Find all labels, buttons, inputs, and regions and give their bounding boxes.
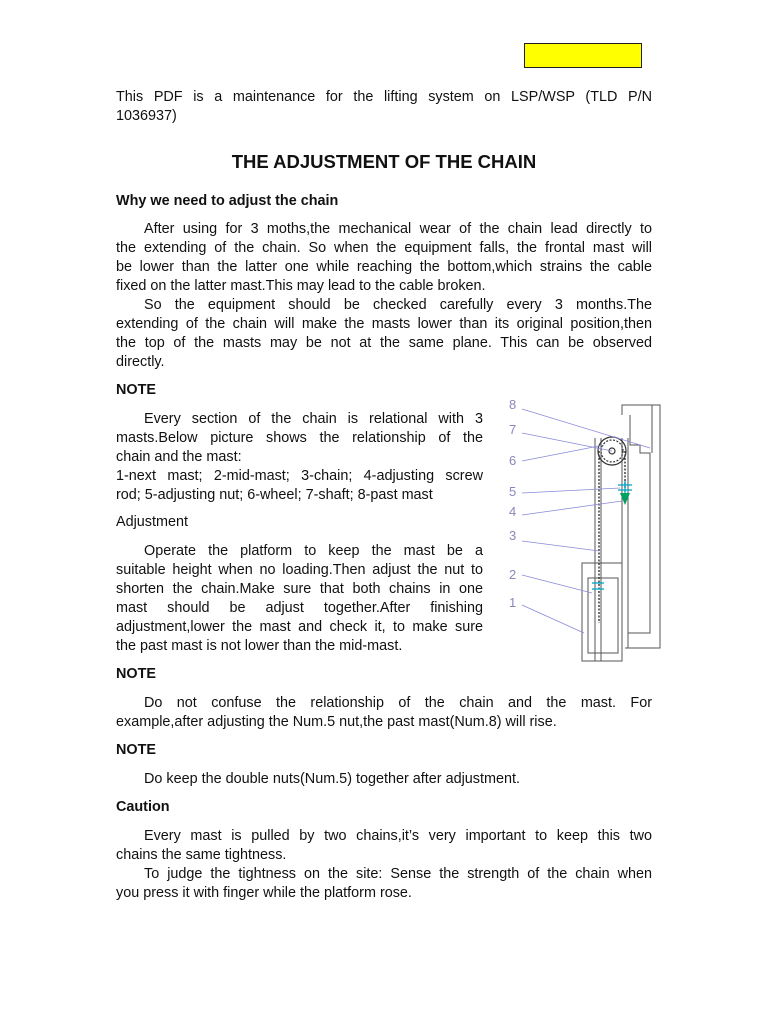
text-line: chains the same tightness. [116, 847, 287, 863]
text-line: So the equipment should be checked carefully every 3 months.The [144, 297, 652, 313]
text-line: Do not confuse the relationship of the chain and the mast. For [144, 695, 652, 711]
adjustment-heading: Adjustment [116, 514, 188, 530]
text-line: the past mast is not lower than the mid-mast. [116, 638, 403, 654]
text-line: Operate the platform to keep the mast be a [144, 543, 483, 559]
note3-paragraph: Do keep the double nuts(Num.5) together after adjustment. [144, 771, 520, 787]
caution-heading: Caution [116, 799, 170, 815]
diagram-label: 8 [509, 397, 517, 412]
text-line: mast should be adjust together.After finishing [116, 600, 483, 616]
text-line: Every mast is pulled by two chains,it’s very important to keep this two [144, 828, 652, 844]
note-heading: NOTE [116, 382, 156, 398]
why-paragraph-1 [116, 220, 652, 296]
text-line: the extending of the chain. So when the equipment falls, the frontal mast will [116, 240, 652, 256]
diagram-label: 5 [509, 484, 517, 499]
text-line: rod; 5-adjusting nut; 6-wheel; 7-shaft; 8-past mast [116, 487, 433, 503]
diagram-label: 3 [509, 528, 517, 543]
text-line: fixed on the latter mast.This may lead to the cable broken. [116, 278, 486, 294]
diagram-label: 7 [509, 422, 517, 437]
diagram-label: 4 [509, 504, 517, 519]
why-paragraph-2 [116, 296, 652, 372]
text-line: extending of the chain will make the masts lower than its original position,then [116, 316, 652, 332]
text-line: masts.Below picture shows the relationship of the [116, 430, 483, 446]
text-line: suitable height when no loading.Then adjust the nut to [116, 562, 483, 578]
caution-paragraph-2 [116, 865, 652, 903]
highlight-box [524, 43, 642, 68]
note-heading: NOTE [116, 742, 156, 758]
text-line: Every section of the chain is relational with 3 [144, 411, 483, 427]
text-line: 1-next mast; 2-mid-mast; 3-chain; 4-adjusting screw [116, 468, 483, 484]
text-line: shorten the chain.Make sure that both chains in one [116, 581, 483, 597]
text-line: chain and the mast: [116, 449, 242, 465]
diagram-label: 1 [509, 595, 517, 610]
page-title: THE ADJUSTMENT OF THE CHAIN [231, 151, 537, 172]
section-heading-why: Why we need to adjust the chain [116, 193, 339, 209]
note2-paragraph [116, 694, 652, 732]
text-line: the top of the masts may be not at the same plane. This can be observed [116, 335, 652, 351]
text-line: After using for 3 moths,the mechanical wear of the chain lead directly to [144, 221, 652, 237]
intro-line: This PDF is a maintenance for the lifting system on LSP/WSP (TLD P/N [116, 89, 652, 105]
diagram-label: 2 [509, 567, 517, 582]
text-line: example,after adjusting the Num.5 nut,the past mast(Num.8) will rise. [116, 714, 557, 730]
note1-paragraph [116, 410, 483, 505]
text-line: directly. [116, 354, 165, 370]
note-heading: NOTE [116, 666, 156, 682]
text-line: To judge the tightness on the site: Sense the strength of the chain when [144, 866, 652, 882]
chain-mast-diagram [500, 393, 670, 668]
caution-paragraph-1 [116, 827, 652, 865]
text-line: you press it with finger while the platform rose. [116, 885, 412, 901]
text-line: be lower than the latter one while reaching the bottom,which strains the cable [116, 259, 652, 275]
adjustment-paragraph [116, 542, 483, 656]
intro-paragraph [116, 88, 652, 126]
diagram-label: 6 [509, 453, 517, 468]
intro-line: 1036937) [116, 108, 177, 124]
text-line: adjustment,lower the mast and check it, to make sure [116, 619, 483, 635]
